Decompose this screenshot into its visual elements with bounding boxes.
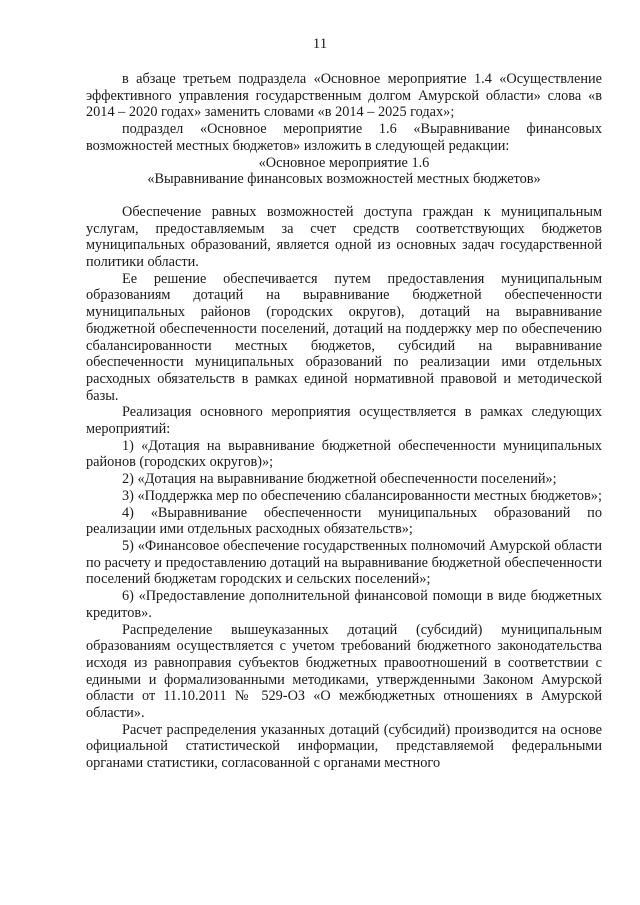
paragraph-amendment-2: подраздел «Основное мероприятие 1.6 «Выравнивание финансовых возможностей местных бюджетов» изложить в следующей редакции:: [86, 121, 602, 154]
section-heading-line1: «Основное мероприятие 1.6: [258, 154, 430, 171]
document-body: [86, 71, 602, 772]
list-item-4: 4) «Выравнивание обеспеченности муниципальных образований по реализации ими отдельных расходных обязательств»;: [86, 504, 602, 538]
list-item-5: 5) «Финансовое обеспечение государственных полномочий Амурской области по расчету и предоставлению дотаций на выравнивание бюджетной обеспеченности поселений бюджетам городских и сельских поселений»;: [86, 537, 602, 588]
closing-paragraph-2: Расчет распределения указанных дотаций (субсидий) производится на основе официальной статистической информации, представляемой федеральными органами статистики, согласованной с органами местного: [86, 721, 602, 772]
list-item-6: 6) «Предоставление дополнительной финансовой помощи в виде бюджетных кредитов».: [86, 588, 602, 621]
body-paragraph-1: Обеспечение равных возможностей доступа граждан к муниципальным услугам, предоставляемым за счет средств соответствующих бюджетов муниципальных образований, является одной из основных задач государственной политики области.: [86, 203, 602, 271]
closing-paragraph-1: Распределение вышеуказанных дотаций (субсидий) муниципальным образованиям осуществляется с учетом требований бюджетного законодательства исходя из равноправия субъектов бюджетных правоотношений в соответствии с едиными и формализованными методиками, утвержденными Законом Амурской области от 11.10.2011 № 529-ОЗ «О межбюджетных отношениях в Амурской области».: [86, 621, 602, 722]
page-number: 11: [312, 36, 328, 52]
paragraph-amendment-1: в абзаце третьем подраздела «Основное мероприятие 1.4 «Осуществление эффективного управления государственным долгом Амурской области» слова «в 2014 – 2020 годах» заменить словами «в 2014 – 2025 годах»;: [86, 71, 602, 121]
body-paragraph-3: Реализация основного мероприятия осуществляется в рамках следующих мероприятий:: [86, 404, 602, 438]
list-item-2: 2) «Дотация на выравнивание бюджетной обеспеченности поселений»;: [122, 471, 557, 488]
list-item-3: 3) «Поддержка мер по обеспечению сбалансированности местных бюджетов»;: [122, 487, 602, 504]
list-item-1: 1) «Дотация на выравнивание бюджетной обеспеченности муниципальных районов (городских округов)»;: [86, 437, 602, 471]
section-heading-line2: «Выравнивание финансовых возможностей местных бюджетов»: [147, 171, 541, 188]
spacer: [86, 188, 602, 204]
body-paragraph-2: Ее решение обеспечивается путем предоставления муниципальным образованиям дотаций на выравнивание бюджетной обеспеченности муниципальных районов (городских округов), дотаций на выравнивание бюджетной обеспеченности поселений, дотаций на поддержку мер по обеспечению сбалансированности местных бюджетов, субсидий на выравнивание обеспеченности муниципальных образований по реализации ими отдельных расходных обязательств в рамках единой нормативной правовой и методической базы.: [86, 270, 602, 404]
